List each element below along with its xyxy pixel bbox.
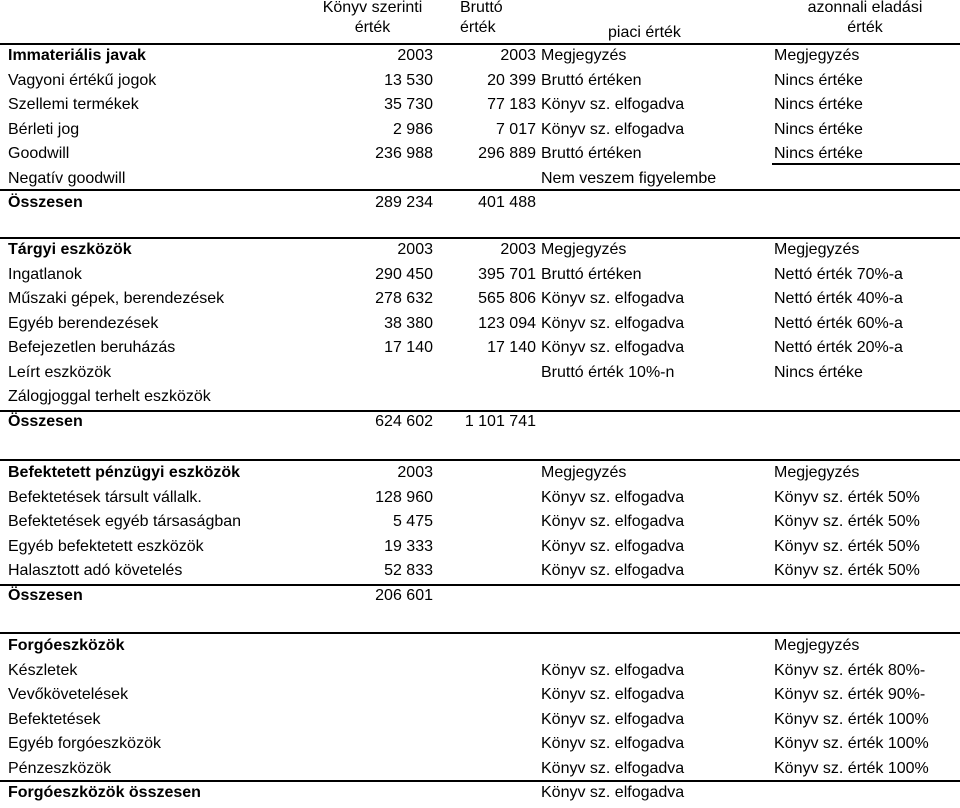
row-label: Összesen — [8, 412, 83, 430]
table-row — [0, 93, 960, 117]
sale-note-cell: Nincs értéke — [774, 120, 863, 138]
row-label: Készletek — [8, 661, 78, 679]
sale-note-cell: Könyv sz. érték 100% — [774, 710, 929, 728]
book-value-cell: 128 960 — [375, 488, 433, 506]
sale-note-cell: Könyv sz. érték 50% — [774, 488, 920, 506]
market-note-cell: Könyv sz. elfogadva — [541, 562, 685, 579]
table-row — [0, 312, 960, 336]
gross-value-cell: 401 488 — [478, 194, 536, 211]
market-note-cell: Könyv sz. elfogadva — [541, 314, 685, 332]
market-note-cell: Könyv sz. elfogadva — [541, 735, 685, 752]
market-note-cell: Könyv sz. elfogadva — [541, 339, 685, 356]
divider — [0, 189, 960, 191]
book-value-cell: 289 234 — [375, 194, 433, 211]
table-row — [0, 263, 960, 287]
sale-note-cell: Nettó érték 70%-a — [774, 265, 903, 283]
book-value-cell: 206 601 — [375, 586, 433, 604]
sale-note-cell: Könyv sz. érték 50% — [774, 562, 920, 579]
row-label: Műszaki gépek, berendezések — [8, 290, 225, 307]
book-value-cell: 13 530 — [384, 71, 433, 89]
row-label: Összesen — [8, 586, 83, 604]
section-header-row — [0, 634, 960, 658]
table-row — [0, 659, 960, 683]
table-row — [0, 510, 960, 534]
sale-note-cell: Könyv sz. érték 100% — [774, 735, 929, 752]
table-row — [0, 336, 960, 360]
table-row — [0, 486, 960, 510]
table-row — [0, 732, 960, 756]
book-value-cell: 278 632 — [375, 290, 433, 307]
market-note-cell: Könyv sz. elfogadva — [541, 759, 685, 777]
gross-value-cell: 296 889 — [478, 145, 536, 162]
market-note-cell: Könyv sz. elfogadva — [541, 661, 685, 679]
gross-value-cell: 395 701 — [478, 265, 536, 283]
table-row — [0, 757, 960, 781]
sale-note-cell: Megjegyzés — [774, 637, 860, 654]
header-book-value-line2: érték — [354, 19, 391, 36]
row-label: Negatív goodwill — [8, 169, 126, 187]
table-row — [0, 708, 960, 732]
book-value-cell: 19 333 — [384, 537, 433, 555]
divider — [0, 780, 960, 782]
row-label: Pénzeszközök — [8, 759, 112, 777]
row-label: Egyéb berendezések — [8, 314, 159, 332]
book-value-cell: 2 986 — [392, 120, 433, 138]
header-gross-value-line2: érték — [460, 19, 496, 36]
market-note-cell: Könyv sz. elfogadva — [541, 488, 685, 506]
total-row — [0, 191, 960, 215]
book-value-cell: 236 988 — [375, 145, 433, 162]
header-sale-value-line1: azonnali eladási — [807, 0, 923, 16]
market-note-cell: Könyv sz. elfogadva — [541, 686, 685, 703]
sale-note-cell: Nincs értéke — [774, 96, 863, 113]
row-label: Ingatlanok — [8, 265, 82, 283]
market-note-cell: Bruttó értéken — [541, 71, 642, 89]
row-label: Vevőkövetelések — [8, 686, 129, 703]
header-book-value — [310, 0, 435, 38]
table-row — [0, 683, 960, 707]
gross-value-cell: 565 806 — [478, 290, 536, 307]
section-header-row — [0, 44, 960, 68]
sale-note-cell: Nincs értéke — [774, 145, 863, 162]
sale-note-cell: Megjegyzés — [774, 464, 860, 481]
book-value-cell: 17 140 — [384, 339, 433, 356]
book-value-cell: 2003 — [397, 241, 433, 258]
divider — [772, 163, 960, 165]
row-label: Forgóeszközök összesen — [8, 784, 201, 801]
table-row — [0, 69, 960, 93]
book-value-cell: 290 450 — [375, 265, 433, 283]
market-note-cell: Nem veszem figyelembe — [541, 169, 717, 187]
header-market-value: piaci érték — [608, 24, 681, 41]
header-book-value-line1: Könyv szerinti — [322, 0, 423, 16]
sale-note-cell: Könyv sz. érték 90%- — [774, 686, 926, 703]
book-value-cell: 2003 — [397, 464, 433, 481]
book-value-cell: 35 730 — [384, 96, 433, 113]
section-header-row — [0, 461, 960, 485]
gross-value-cell: 7 017 — [495, 120, 536, 138]
table-row — [0, 385, 960, 409]
book-value-cell: 2003 — [397, 47, 433, 64]
row-label: Bérleti jog — [8, 120, 80, 138]
table-row — [0, 559, 960, 583]
sale-note-cell: Nettó érték 60%-a — [774, 314, 903, 332]
sale-note-cell: Könyv sz. érték 50% — [774, 537, 920, 555]
sale-note-cell: Nettó érték 40%-a — [774, 290, 903, 307]
book-value-cell: 5 475 — [392, 513, 433, 530]
table-row — [0, 118, 960, 142]
row-label: Befektetések társult vállalk. — [8, 488, 202, 506]
divider — [0, 459, 960, 461]
market-note-cell: Könyv sz. elfogadva — [541, 290, 685, 307]
header-immediate-sale-value — [790, 0, 940, 38]
row-label: Vagyoni értékű jogok — [8, 71, 157, 89]
row-label: Forgóeszközök — [8, 637, 125, 654]
row-label: Tárgyi eszközök — [8, 241, 132, 258]
market-note-cell: Könyv sz. elfogadva — [541, 710, 685, 728]
market-note-cell: Bruttó értéken — [541, 265, 642, 283]
sale-note-cell: Könyv sz. érték 80%- — [774, 661, 926, 679]
gross-value-cell: 20 399 — [487, 71, 536, 89]
market-note-cell: Könyv sz. elfogadva — [541, 513, 685, 530]
section-header-row — [0, 238, 960, 262]
header-gross-value-line1: Bruttó — [460, 0, 503, 16]
total-row — [0, 781, 960, 805]
market-note-cell: Megjegyzés — [541, 47, 627, 64]
sale-note-cell: Nincs értéke — [774, 71, 863, 89]
total-row — [0, 410, 960, 434]
gross-value-cell: 2003 — [500, 241, 536, 258]
table-row — [0, 535, 960, 559]
sale-note-cell: Könyv sz. érték 100% — [774, 759, 929, 777]
gross-value-cell: 2003 — [500, 47, 536, 64]
gross-value-cell: 17 140 — [487, 339, 536, 356]
divider — [0, 237, 960, 239]
gross-value-cell: 1 101 741 — [464, 412, 536, 430]
row-label: Befejezetlen beruházás — [8, 339, 176, 356]
total-row — [0, 584, 960, 608]
sale-note-cell: Megjegyzés — [774, 241, 860, 258]
table-row — [0, 167, 960, 191]
gross-value-cell: 77 183 — [487, 96, 536, 113]
divider — [0, 632, 960, 634]
row-label: Befektetett pénzügyi eszközök — [8, 464, 241, 481]
header-sale-value-line2: érték — [847, 19, 883, 36]
market-note-cell: Bruttó értéken — [541, 145, 642, 162]
sale-note-cell: Nincs értéke — [774, 363, 863, 381]
row-label: Goodwill — [8, 145, 70, 162]
table-row — [0, 287, 960, 311]
market-note-cell: Könyv sz. elfogadva — [541, 784, 685, 801]
book-value-cell: 624 602 — [375, 412, 433, 430]
market-note-cell: Könyv sz. elfogadva — [541, 120, 685, 138]
divider — [0, 410, 960, 412]
market-note-cell: Könyv sz. elfogadva — [541, 96, 685, 113]
row-label: Immateriális javak — [8, 47, 146, 64]
row-label: Egyéb forgóeszközök — [8, 735, 161, 752]
market-note-cell: Megjegyzés — [541, 464, 627, 481]
gross-value-cell: 123 094 — [478, 314, 536, 332]
market-note-cell: Bruttó érték 10%-n — [541, 363, 675, 381]
row-label: Egyéb befektetett eszközök — [8, 537, 204, 555]
header-gross-value — [460, 0, 520, 38]
book-value-cell: 52 833 — [384, 562, 433, 579]
divider — [0, 584, 960, 586]
sale-note-cell: Nettó érték 20%-a — [774, 339, 903, 356]
table-row — [0, 361, 960, 385]
market-note-cell: Könyv sz. elfogadva — [541, 537, 685, 555]
row-label: Összesen — [8, 194, 83, 211]
row-label: Befektetések egyéb társaságban — [8, 513, 242, 530]
book-value-cell: 38 380 — [384, 314, 433, 332]
market-note-cell: Megjegyzés — [541, 241, 627, 258]
row-label: Szellemi termékek — [8, 96, 139, 113]
row-label: Leírt eszközök — [8, 363, 112, 381]
sale-note-cell: Könyv sz. érték 50% — [774, 513, 920, 530]
row-label: Befektetések — [8, 710, 101, 728]
row-label: Zálogjoggal terhelt eszközök — [8, 388, 211, 405]
divider — [0, 43, 960, 45]
sale-note-cell: Megjegyzés — [774, 47, 860, 64]
row-label: Halasztott adó követelés — [8, 562, 183, 579]
